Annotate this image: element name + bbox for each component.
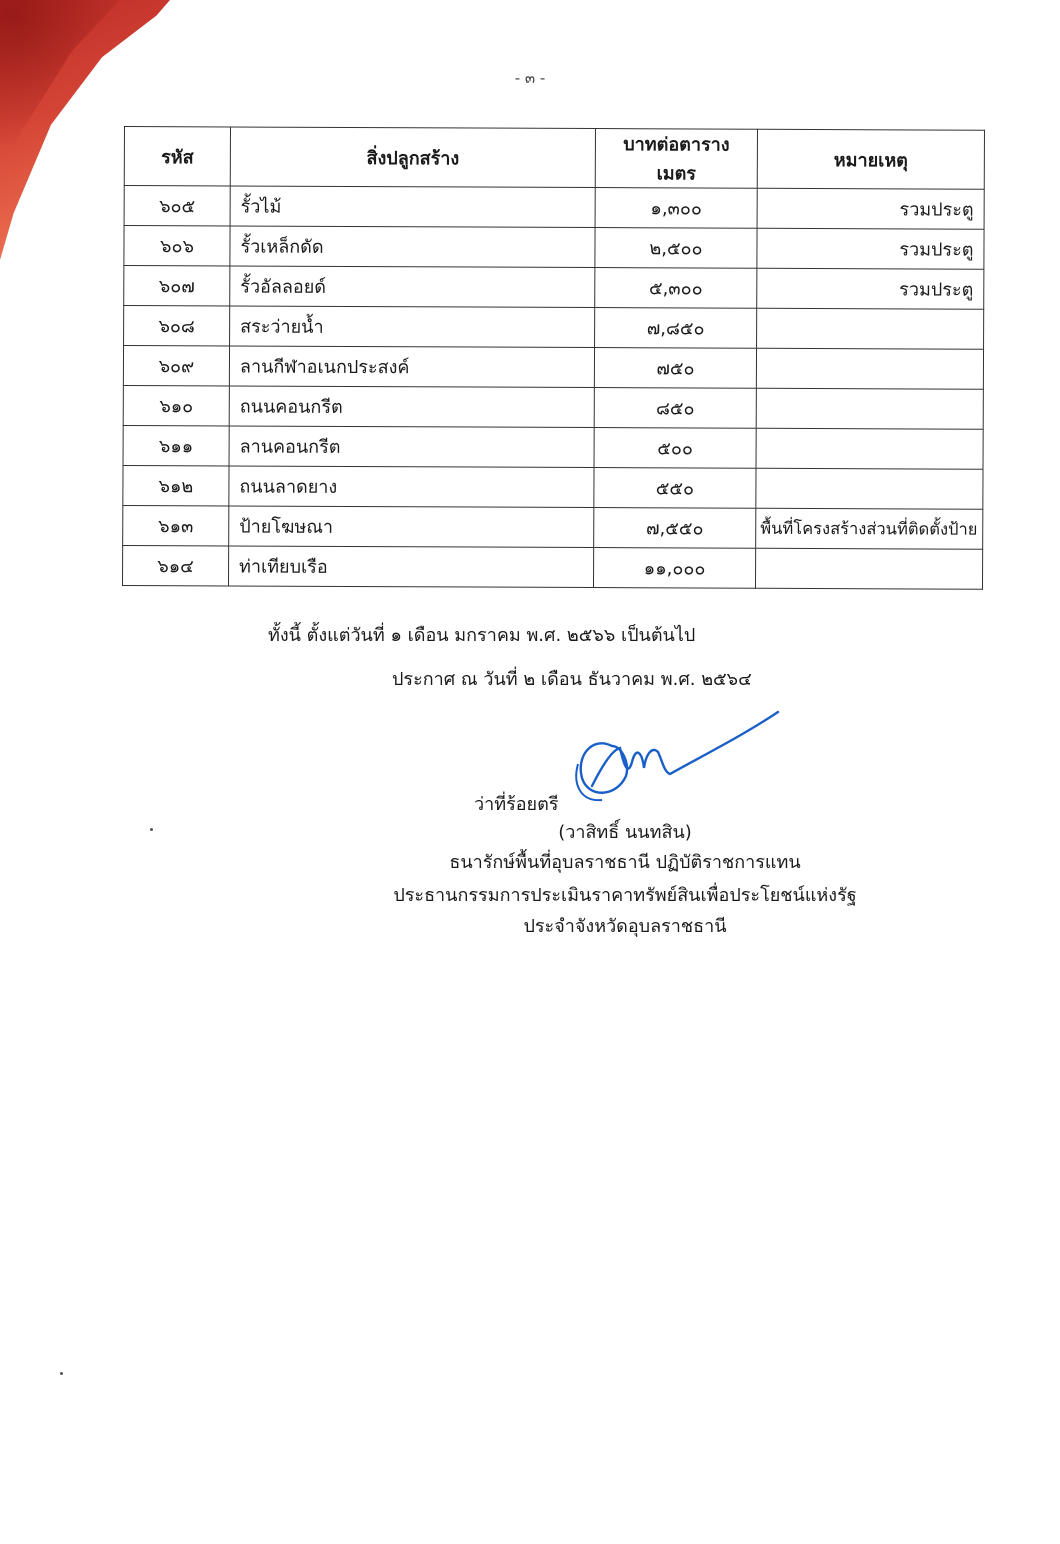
table-row bbox=[124, 226, 984, 270]
page-number: - ๓ - bbox=[514, 69, 546, 87]
table-row bbox=[124, 306, 984, 350]
cell-price: ๗,๕๕๐ bbox=[594, 508, 756, 549]
cell-code: ๖๐๕ bbox=[124, 186, 230, 226]
table-row bbox=[123, 425, 983, 469]
cell-note bbox=[756, 468, 983, 509]
announcement-date-text: ประกาศ ณ วันที่ ๒ เดือน ธันวาคม พ.ศ. ๒๕๖๔ bbox=[392, 669, 752, 690]
cell-note bbox=[757, 308, 984, 349]
cell-note: พื้นที่โครงสร้างส่วนที่ติดตั้งป้าย bbox=[756, 508, 983, 549]
table-row bbox=[124, 266, 984, 310]
table-row bbox=[123, 385, 983, 429]
cell-note bbox=[756, 428, 983, 469]
cell-name: รั้วไม้ bbox=[230, 186, 595, 228]
cell-price: ๑,๓๐๐ bbox=[595, 188, 757, 229]
effective-date-text: ทั้งนี้ ตั้งแต่วันที่ ๑ เดือน มกราคม พ.ศ. ๒๕๖๖ เป็นต้นไป bbox=[268, 625, 696, 646]
cell-code: ๖๑๒ bbox=[123, 465, 229, 505]
cell-note: รวมประตู bbox=[757, 268, 984, 309]
signer-position-3: ประจำจังหวัดอุบลราชธานี bbox=[523, 916, 727, 937]
table-row bbox=[123, 465, 983, 509]
asset-price-table bbox=[122, 126, 985, 590]
cell-note: รวมประตู bbox=[757, 228, 984, 269]
cell-code: ๖๑๑ bbox=[123, 425, 229, 465]
cell-name: ถนนคอนกรีต bbox=[229, 386, 594, 428]
speck bbox=[150, 828, 153, 831]
header-price: บาทต่อตารางเมตร bbox=[595, 129, 757, 189]
signer-position-1: ธนารักษ์พื้นที่อุบลราชธานี ปฏิบัติราชการแทน bbox=[449, 852, 801, 873]
cell-name: สระว่ายน้ำ bbox=[230, 306, 595, 348]
cell-name: ถนนลาดยาง bbox=[229, 466, 594, 508]
cell-name: ป้ายโฆษณา bbox=[229, 506, 594, 548]
signer-name: (วาสิทธิ์ นนทสิน) bbox=[558, 822, 692, 843]
table-header-row bbox=[124, 127, 984, 190]
cell-note bbox=[755, 548, 982, 589]
cell-price: ๘๕๐ bbox=[594, 388, 756, 429]
cell-code: ๖๑๐ bbox=[123, 385, 229, 425]
cell-price: ๕,๓๐๐ bbox=[595, 268, 757, 309]
signer-rank: ว่าที่ร้อยตรี bbox=[474, 794, 559, 815]
cell-name: ลานกีฬาอเนกประสงค์ bbox=[229, 346, 594, 388]
speck bbox=[60, 1372, 63, 1375]
cell-price: ๑๑,๐๐๐ bbox=[593, 548, 755, 589]
table-row bbox=[123, 505, 983, 549]
table-row bbox=[122, 545, 982, 589]
header-code: รหัส bbox=[124, 127, 230, 186]
cell-note bbox=[756, 348, 983, 389]
cell-code: ๖๐๙ bbox=[123, 346, 229, 386]
cell-note: รวมประตู bbox=[757, 188, 984, 229]
cell-code: ๖๑๓ bbox=[123, 505, 229, 545]
table-row bbox=[123, 346, 983, 390]
table-row bbox=[124, 186, 984, 230]
cell-note bbox=[756, 388, 983, 429]
cell-code: ๖๑๔ bbox=[122, 545, 228, 585]
cell-name: ท่าเทียบเรือ bbox=[228, 546, 593, 588]
cell-code: ๖๐๘ bbox=[124, 306, 230, 346]
cell-price: ๗๕๐ bbox=[594, 348, 756, 389]
header-note: หมายเหตุ bbox=[757, 129, 984, 189]
cell-price: ๒,๕๐๐ bbox=[595, 228, 757, 269]
header-name: สิ่งปลูกสร้าง bbox=[230, 127, 595, 188]
cell-name: ลานคอนกรีต bbox=[229, 426, 594, 468]
signer-position-2: ประธานกรรมการประเมินราคาทรัพย์สินเพื่อประโยชน์แห่งรัฐ bbox=[393, 885, 857, 906]
signature-mark bbox=[572, 706, 786, 802]
cell-code: ๖๐๗ bbox=[124, 266, 230, 306]
cell-code: ๖๐๖ bbox=[124, 226, 230, 266]
cell-price: ๕๐๐ bbox=[594, 428, 756, 469]
cell-price: ๗,๘๕๐ bbox=[595, 308, 757, 349]
cell-price: ๕๕๐ bbox=[594, 468, 756, 509]
cell-name: รั้วเหล็กดัด bbox=[230, 226, 595, 268]
cell-name: รั้วอัลลอยด์ bbox=[230, 266, 595, 308]
